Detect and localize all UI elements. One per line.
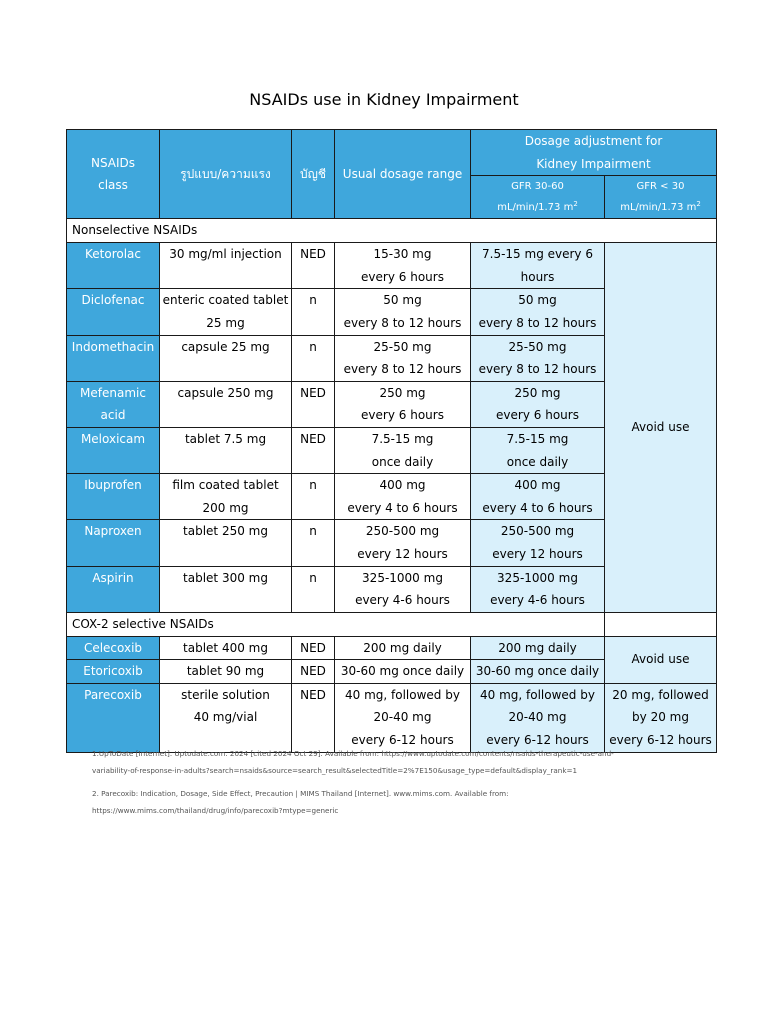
- usual-dosage-line: 7.5-15 mg: [371, 431, 434, 446]
- header-dosage-adjustment: [471, 130, 717, 176]
- account-code: NED: [292, 660, 335, 684]
- gfr-30-60-dosage-line: once daily: [506, 454, 569, 469]
- usual-dosage-line: every 8 to 12 hours: [343, 315, 462, 330]
- reference-1-line1: 1.UpToDate [Internet]. Uptodate.com. 2024 [cited 2024 Oct 29]. Available from: https://www.uptodate.com/contents/nsaids-therapeutic-use-and-: [92, 749, 614, 758]
- gfr-30-60-dosage: [471, 427, 605, 473]
- gfr-30-60-dosage-line: every 12 hours: [492, 546, 583, 561]
- form-strength-line: 30 mg/ml injection: [169, 247, 282, 262]
- header-gfr-30-60: [471, 176, 605, 219]
- drug-name-etoricoxib-line: Etoricoxib: [83, 664, 143, 679]
- usual-dosage-line: once daily: [371, 454, 434, 469]
- drug-name-aspirin-line: Aspirin: [92, 570, 134, 585]
- drug-name-parecoxib-line: Parecoxib: [84, 687, 142, 702]
- form-strength-line: capsule 25 mg: [181, 339, 270, 354]
- usual-dosage: [335, 335, 471, 381]
- account-code: NED: [292, 683, 335, 752]
- reference-2-line1: 2. Parecoxib: Indication, Dosage, Side Effect, Precaution | MIMS Thailand [Internet]. www.mims.com. Available from:: [92, 789, 509, 798]
- gfr-30-60-dosage-line: 30-60 mg once daily: [475, 664, 600, 679]
- gfr-30-60-dosage-line: 50 mg: [518, 293, 557, 308]
- gfr-under-30-dosage: [605, 683, 717, 752]
- drug-name-diclofenac-line: Diclofenac: [81, 293, 145, 308]
- gfr-30-60-dosage-line: 40 mg, followed by: [480, 687, 595, 702]
- drug-name-etoricoxib: [67, 660, 160, 684]
- form-strength: [160, 683, 292, 752]
- section-cox2-empty: [605, 612, 717, 636]
- gfr-30-60-dosage-line: every 4-6 hours: [490, 593, 585, 608]
- gfr-30-60-dosage: [471, 335, 605, 381]
- form-strength-line: tablet 7.5 mg: [184, 431, 267, 446]
- page-title: NSAIDs use in Kidney Impairment: [249, 90, 519, 109]
- drug-name-indomethacin: [67, 335, 160, 381]
- drug-name-mefenamic-acid-line: Mefenamic: [80, 385, 146, 400]
- form-strength: [160, 520, 292, 566]
- usual-dosage-line: 20-40 mg: [373, 710, 432, 725]
- form-strength: [160, 289, 292, 335]
- header-gfr1-line2: mL/min/1.73 m: [497, 202, 574, 214]
- usual-dosage-line: 250 mg: [379, 385, 426, 400]
- drug-name-diclofenac: [67, 289, 160, 335]
- usual-dosage-line: every 4-6 hours: [355, 593, 450, 608]
- usual-dosage-line: every 6-12 hours: [351, 733, 454, 748]
- account-code: n: [292, 520, 335, 566]
- gfr-30-60-dosage-line: hours: [520, 269, 555, 284]
- header-class-line1: NSAIDs: [90, 155, 136, 170]
- drug-name-naproxen: [67, 520, 160, 566]
- account-code: NED: [292, 381, 335, 427]
- gfr-30-60-dosage: [471, 243, 605, 289]
- account-code: NED: [292, 636, 335, 660]
- drug-name-ketorolac-line: Ketorolac: [85, 247, 141, 262]
- header-gfr2-sup: 2: [696, 200, 701, 209]
- usual-dosage-line: 40 mg, followed by: [345, 687, 460, 702]
- references: [92, 745, 682, 825]
- usual-dosage: [335, 289, 471, 335]
- form-strength-line: enteric coated tablet: [162, 293, 289, 308]
- gfr-30-60-dosage: [471, 381, 605, 427]
- drug-name-celecoxib: [67, 636, 160, 660]
- drug-name-aspirin: [67, 566, 160, 612]
- form-strength: [160, 566, 292, 612]
- usual-dosage-line: 200 mg daily: [363, 640, 442, 655]
- gfr-30-60-dosage-line: 325-1000 mg: [497, 570, 578, 585]
- header-usual-dosage: Usual dosage range: [335, 130, 471, 219]
- gfr-30-60-dosage-line: every 4 to 6 hours: [482, 500, 593, 515]
- form-strength-line: tablet 400 mg: [183, 640, 268, 655]
- drug-name-parecoxib: [67, 683, 160, 752]
- gfr-30-60-dosage-line: every 6-12 hours: [486, 733, 589, 748]
- drug-name-mefenamic-acid-line: acid: [100, 408, 126, 423]
- table-row: [67, 243, 717, 289]
- drug-name-ibuprofen-line: Ibuprofen: [84, 478, 142, 493]
- drug-name-naproxen-line: Naproxen: [84, 524, 142, 539]
- usual-dosage-line: 15-30 mg: [373, 247, 432, 262]
- gfr-under-30-dosage-line: by 20 mg: [632, 710, 689, 725]
- table-row: [67, 683, 717, 752]
- header-account: บัญชี: [292, 130, 335, 219]
- drug-name-meloxicam-line: Meloxicam: [80, 431, 146, 446]
- usual-dosage-line: 250-500 mg: [365, 524, 440, 539]
- gfr-30-60-dosage-line: every 8 to 12 hours: [478, 362, 597, 377]
- usual-dosage-line: 25-50 mg: [373, 339, 432, 354]
- gfr-30-60-dosage-line: 25-50 mg: [508, 339, 567, 354]
- nsaids-table: [66, 129, 717, 753]
- form-strength-line: sterile solution: [181, 687, 270, 702]
- header-adjust-line2: Kidney Impairment: [536, 156, 651, 171]
- usual-dosage: [335, 660, 471, 684]
- gfr-30-60-dosage-line: 20-40 mg: [508, 710, 567, 725]
- form-strength: [160, 381, 292, 427]
- header-gfr2-line1: GFR < 30: [636, 181, 685, 193]
- form-strength: [160, 474, 292, 520]
- header-gfr2-line2: mL/min/1.73 m: [620, 202, 697, 214]
- form-strength-line: capsule 250 mg: [177, 385, 274, 400]
- form-strength-line: tablet 90 mg: [186, 664, 265, 679]
- account-code: n: [292, 566, 335, 612]
- gfr-30-60-dosage: [471, 660, 605, 684]
- reference-1-line2: variability-of-response-in-adults?search=nsaids&source=search_result&selectedTitle=2%7E150&usage_type=default&display_rank=1: [92, 766, 578, 775]
- gfr-30-60-dosage: [471, 566, 605, 612]
- form-strength: [160, 243, 292, 289]
- form-strength-line: 40 mg/vial: [193, 710, 258, 725]
- usual-dosage-line: every 6 hours: [361, 408, 444, 423]
- gfr-30-60-dosage-line: 400 mg: [514, 478, 561, 493]
- gfr-30-60-dosage-line: 200 mg daily: [498, 640, 577, 655]
- header-gfr1-line1: GFR 30-60: [511, 181, 564, 193]
- usual-dosage-line: 30-60 mg once daily: [340, 664, 465, 679]
- gfr-30-60-dosage: [471, 474, 605, 520]
- gfr-30-60-dosage-line: 250-500 mg: [500, 524, 575, 539]
- header-class-line2: class: [98, 178, 128, 193]
- form-strength-line: tablet 300 mg: [183, 570, 268, 585]
- gfr-30-60-dosage: [471, 520, 605, 566]
- usual-dosage: [335, 381, 471, 427]
- usual-dosage: [335, 636, 471, 660]
- cox2-gfr-under-30-avoid-use: Avoid use: [605, 636, 717, 683]
- gfr-under-30-avoid-use: Avoid use: [605, 243, 717, 613]
- gfr-30-60-dosage: [471, 289, 605, 335]
- gfr-30-60-dosage-line: every 6 hours: [496, 408, 579, 423]
- usual-dosage-line: 325-1000 mg: [362, 570, 443, 585]
- account-code: n: [292, 474, 335, 520]
- usual-dosage: [335, 474, 471, 520]
- usual-dosage-line: every 4 to 6 hours: [347, 500, 458, 515]
- form-strength-line: tablet 250 mg: [183, 524, 268, 539]
- form-strength: [160, 427, 292, 473]
- usual-dosage-line: every 12 hours: [357, 546, 448, 561]
- gfr-30-60-dosage: [471, 683, 605, 752]
- usual-dosage-line: every 8 to 12 hours: [343, 362, 462, 377]
- form-strength-line: film coated tablet: [172, 478, 279, 493]
- usual-dosage: [335, 683, 471, 752]
- usual-dosage: [335, 243, 471, 289]
- form-strength-line: 25 mg: [206, 315, 245, 330]
- header-adjust-line1: Dosage adjustment for: [524, 134, 663, 148]
- header-gfr1-sup: 2: [573, 200, 578, 209]
- drug-name-celecoxib-line: Celecoxib: [83, 640, 143, 655]
- form-strength: [160, 335, 292, 381]
- section-nonselective: Nonselective NSAIDs: [67, 219, 717, 243]
- gfr-30-60-dosage-line: every 8 to 12 hours: [478, 315, 597, 330]
- usual-dosage-line: 50 mg: [383, 293, 422, 308]
- account-code: NED: [292, 427, 335, 473]
- form-strength-line: 200 mg: [202, 500, 249, 515]
- drug-name-mefenamic-acid: [67, 381, 160, 427]
- section-cox2: COX-2 selective NSAIDs: [67, 612, 605, 636]
- gfr-30-60-dosage-line: 250 mg: [514, 385, 561, 400]
- reference-1: [92, 745, 682, 779]
- gfr-30-60-dosage: [471, 636, 605, 660]
- usual-dosage-line: every 6 hours: [361, 269, 444, 284]
- drug-name-ketorolac: [67, 243, 160, 289]
- account-code: NED: [292, 243, 335, 289]
- header-gfr-under-30: [605, 176, 717, 219]
- gfr-30-60-dosage-line: 7.5-15 mg: [506, 431, 569, 446]
- usual-dosage-line: 400 mg: [379, 478, 426, 493]
- form-strength: [160, 636, 292, 660]
- drug-name-ibuprofen: [67, 474, 160, 520]
- header-class: [67, 130, 160, 219]
- gfr-under-30-dosage-line: every 6-12 hours: [609, 733, 712, 748]
- usual-dosage: [335, 427, 471, 473]
- table-row: [67, 636, 717, 660]
- reference-2-line2: https://www.mims.com/thailand/drug/info/parecoxib?mtype=generic: [92, 806, 339, 815]
- account-code: n: [292, 289, 335, 335]
- reference-2: [92, 785, 682, 819]
- drug-name-meloxicam: [67, 427, 160, 473]
- form-strength: [160, 660, 292, 684]
- gfr-30-60-dosage-line: 7.5-15 mg every 6: [482, 247, 593, 262]
- usual-dosage: [335, 566, 471, 612]
- usual-dosage: [335, 520, 471, 566]
- drug-name-indomethacin-line: Indomethacin: [71, 339, 155, 354]
- header-form: รูปแบบ/ความแรง: [160, 130, 292, 219]
- gfr-under-30-dosage-line: 20 mg, followed: [612, 687, 709, 702]
- account-code: n: [292, 335, 335, 381]
